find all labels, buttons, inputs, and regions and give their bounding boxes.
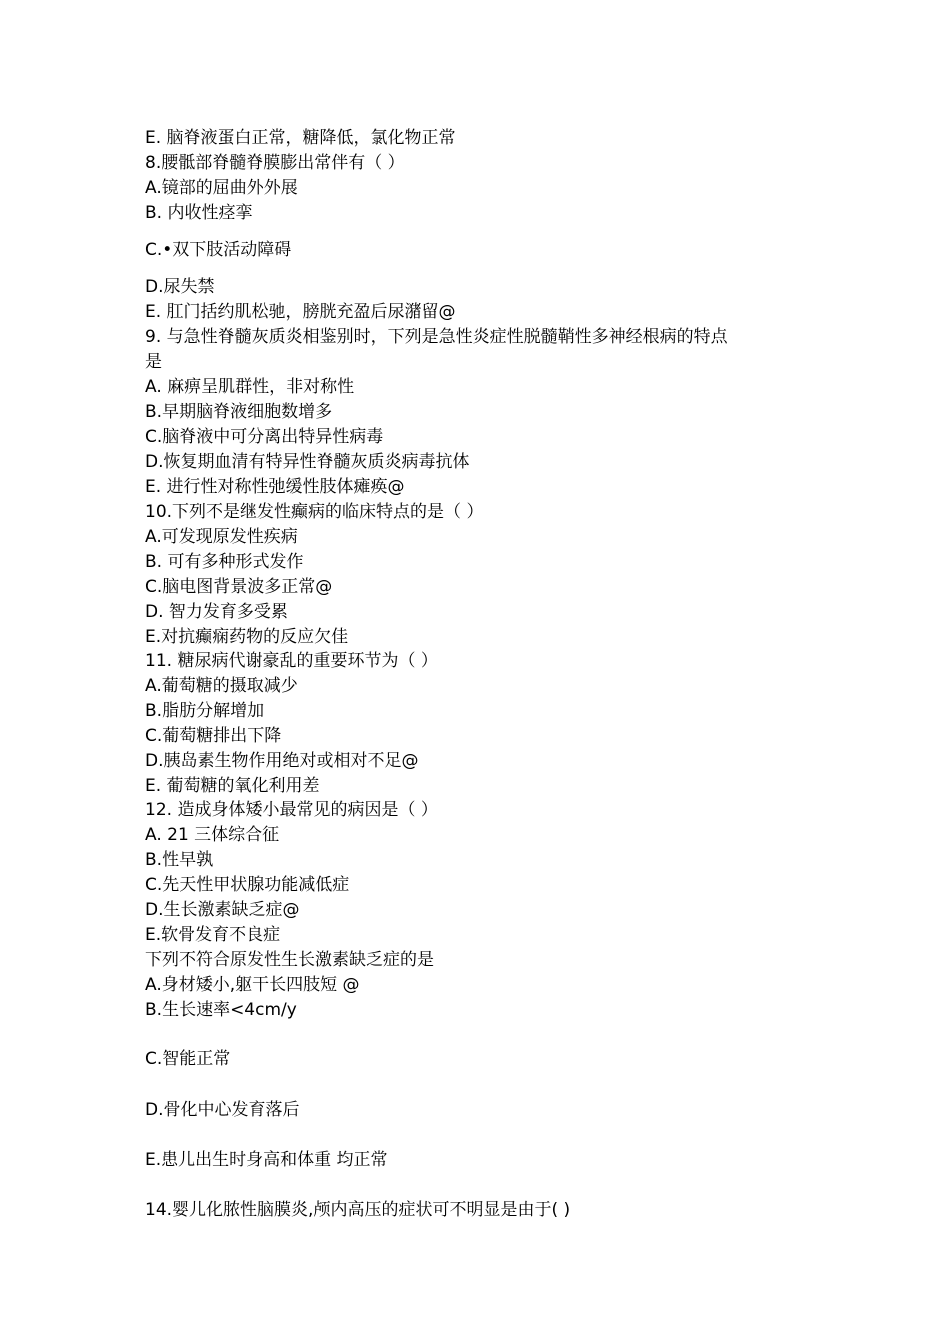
option-e-q12: E.软骨发育不良症 xyxy=(145,925,281,945)
question-9: 9. 与急性脊髓灰质炎相鉴别时，下列是急性炎症性脱髓鞘性多神经根病的特点 xyxy=(145,327,728,347)
option-b-q12: B.性早孰 xyxy=(145,850,214,870)
question-8: 8.腰骶部脊髓脊膜膨出常伴有（ ） xyxy=(145,153,405,173)
option-d-q10: D. 智力发育多受累 xyxy=(145,602,288,622)
option-c-q10: C.脑电图背景波多正常@ xyxy=(145,577,333,597)
option-b-q9: B.早期脑脊液细胞数增多 xyxy=(145,402,333,422)
option-a-q9: A. 麻痹呈肌群性，非对称性 xyxy=(145,377,355,397)
option-c-q8: C.•双下肢活动障碍 xyxy=(145,240,292,260)
option-d-q8: D.尿失禁 xyxy=(145,277,215,297)
option-a-q11: A.葡萄糖的摄取减少 xyxy=(145,676,298,696)
question-14: 14.婴儿化脓性脑膜炎,颅内高压的症状可不明显是由于( ) xyxy=(145,1200,571,1220)
option-a-q8: A.镜部的屈曲外外展 xyxy=(145,178,298,198)
option-d-q12: D.生长激素缺乏症@ xyxy=(145,900,300,920)
option-b-q13: B.生长速率<4cm/y xyxy=(145,1000,297,1020)
option-e-q9: E. 进行性对称性弛缓性肢体瘫痪@ xyxy=(145,477,405,497)
option-a-q12: A. 21 三体综合征 xyxy=(145,825,280,845)
option-b-q8: B. 内收性痉挛 xyxy=(145,203,253,223)
question-12: 12. 造成身体矮小最常见的病因是（ ） xyxy=(145,800,438,820)
option-e-q13: E.患儿出生时身高和体重 均正常 xyxy=(145,1150,388,1170)
option-e-q10: E.对抗癫痫药物的反应欠佳 xyxy=(145,627,349,647)
question-13: 下列不符合原发性生长激素缺乏症的是 xyxy=(145,950,434,970)
question-11: 11. 糖尿病代谢豪乱的重要环节为（ ） xyxy=(145,651,438,671)
option-c-q12: C.先天性甲状腺功能减低症 xyxy=(145,875,350,895)
option-d-q9: D.恢复期血清有特异性脊髓灰质炎病毒抗体 xyxy=(145,452,470,472)
option-a-q13: A.身材矮小,躯干长四肢短 @ xyxy=(145,975,360,995)
option-c-q11: C.葡萄糖排出下降 xyxy=(145,726,282,746)
option-c-q13: C.智能正常 xyxy=(145,1049,231,1069)
option-e-q11: E. 葡萄糖的氧化利用差 xyxy=(145,776,320,796)
question-9-continued: 是 xyxy=(145,352,162,372)
option-e-q8: E. 肛门括约肌松驰，膀胱充盈后尿潴留@ xyxy=(145,302,456,322)
option-d-q11: D.胰岛素生物作用绝对或相对不足@ xyxy=(145,751,419,771)
option-c-q9: C.脑脊液中可分离出特异性病毒 xyxy=(145,427,384,447)
option-b-q10: B. 可有多种形式发作 xyxy=(145,552,304,572)
option-b-q11: B.脂肪分解增加 xyxy=(145,701,265,721)
question-10: 10.下列不是继发性癫病的临床特点的是（ ） xyxy=(145,502,484,522)
option-d-q13: D.骨化中心发育落后 xyxy=(145,1100,300,1120)
option-e-q7: E. 脑脊液蛋白正常，糖降低，氯化物正常 xyxy=(145,128,456,148)
option-a-q10: A.可发现原发性疾病 xyxy=(145,527,298,547)
